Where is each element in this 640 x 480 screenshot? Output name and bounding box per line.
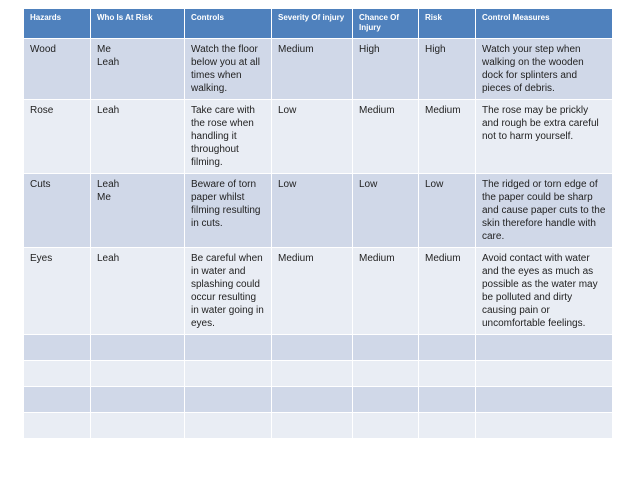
chance-cell: Low: [353, 174, 419, 248]
header-chance-of-injury: Chance Of Injury: [353, 9, 419, 39]
empty-cell: [185, 335, 272, 361]
table-row: [24, 248, 613, 335]
control-measures-cell: Avoid contact with water and the eyes as much as possible as the water may be polluted and dirty causing pain or uncomfortable feelings.: [476, 248, 613, 335]
empty-cell: [476, 387, 613, 413]
chance-cell: Medium: [353, 248, 419, 335]
empty-cell: [91, 413, 185, 439]
control-measures-cell: The rose may be prickly and rough be extra careful not to harm yourself.: [476, 100, 613, 174]
empty-cell: [185, 387, 272, 413]
header-who-is-at-risk: Who Is At Risk: [91, 9, 185, 39]
controls-cell: Be careful when in water and splashing could occur resulting in water going in eyes.: [185, 248, 272, 335]
empty-cell: [272, 361, 353, 387]
risk-cell: Medium: [419, 248, 476, 335]
severity-cell: Low: [272, 100, 353, 174]
who-at-risk-cell: Me Leah: [91, 39, 185, 100]
empty-cell: [476, 361, 613, 387]
table-row: [24, 174, 613, 248]
header-controls: Controls: [185, 9, 272, 39]
empty-row: [24, 387, 613, 413]
hazard-cell: Wood: [24, 39, 91, 100]
controls-cell: Beware of torn paper whilst filming resulting in cuts.: [185, 174, 272, 248]
control-measures-cell: The ridged or torn edge of the paper could be sharp and cause paper cuts to the skin therefore handle with care.: [476, 174, 613, 248]
who-at-risk-cell: Leah: [91, 248, 185, 335]
empty-cell: [272, 335, 353, 361]
empty-cell: [353, 387, 419, 413]
risk-assessment-table: [23, 8, 613, 439]
empty-row: [24, 361, 613, 387]
controls-cell: Take care with the rose when handling it throughout filming.: [185, 100, 272, 174]
risk-cell: Medium: [419, 100, 476, 174]
empty-cell: [24, 335, 91, 361]
hazard-cell: Eyes: [24, 248, 91, 335]
empty-cell: [353, 413, 419, 439]
who-at-risk-cell: Leah Me: [91, 174, 185, 248]
empty-row: [24, 413, 613, 439]
severity-cell: Medium: [272, 248, 353, 335]
control-measures-cell: Watch your step when walking on the wooden dock for splinters and pieces of debris.: [476, 39, 613, 100]
table-row: [24, 39, 613, 100]
empty-cell: [272, 413, 353, 439]
chance-cell: Medium: [353, 100, 419, 174]
empty-cell: [91, 335, 185, 361]
empty-cell: [185, 361, 272, 387]
header-hazards: Hazards: [24, 9, 91, 39]
empty-cell: [419, 361, 476, 387]
empty-cell: [353, 335, 419, 361]
empty-cell: [419, 387, 476, 413]
empty-cell: [272, 387, 353, 413]
empty-cell: [353, 361, 419, 387]
severity-cell: Medium: [272, 39, 353, 100]
hazard-cell: Cuts: [24, 174, 91, 248]
hazard-cell: Rose: [24, 100, 91, 174]
empty-cell: [476, 335, 613, 361]
risk-cell: Low: [419, 174, 476, 248]
table-row: [24, 100, 613, 174]
empty-cell: [24, 387, 91, 413]
empty-cell: [91, 361, 185, 387]
controls-cell: Watch the floor below you at all times when walking.: [185, 39, 272, 100]
empty-cell: [24, 361, 91, 387]
empty-cell: [91, 387, 185, 413]
header-control-measures: Control Measures: [476, 9, 613, 39]
empty-cell: [419, 413, 476, 439]
who-at-risk-cell: Leah: [91, 100, 185, 174]
empty-cell: [419, 335, 476, 361]
severity-cell: Low: [272, 174, 353, 248]
header-row: [24, 9, 613, 39]
empty-cell: [476, 413, 613, 439]
empty-cell: [24, 413, 91, 439]
header-risk: Risk: [419, 9, 476, 39]
risk-cell: High: [419, 39, 476, 100]
empty-row: [24, 335, 613, 361]
chance-cell: High: [353, 39, 419, 100]
header-severity-of-injury: Severity Of injury: [272, 9, 353, 39]
empty-cell: [185, 413, 272, 439]
